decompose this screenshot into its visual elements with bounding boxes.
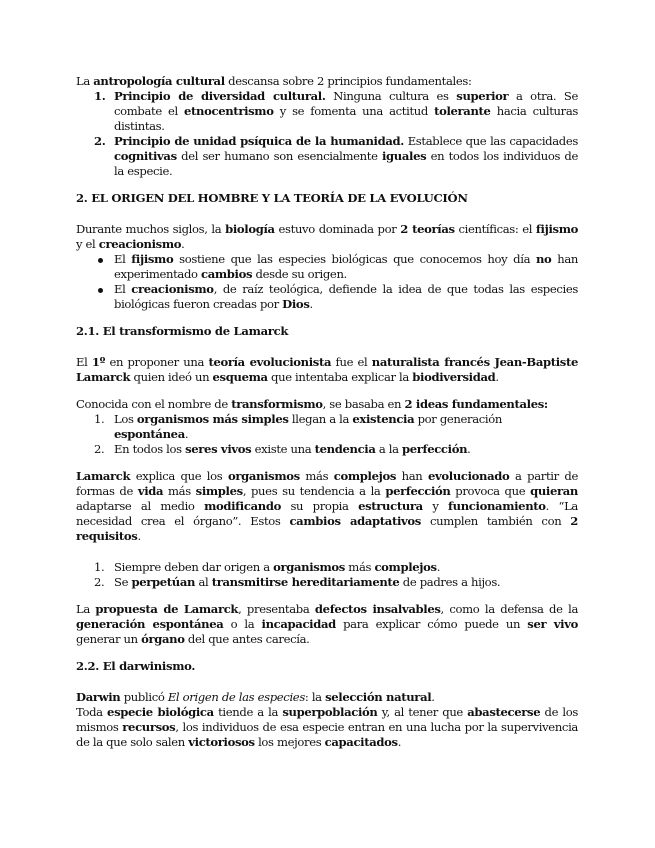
list-item: 1. Los organismos más simples llegan a la existencia por generación espontánea. <box>94 412 503 441</box>
requirements-list <box>76 560 578 590</box>
list-item: 2. En todos los seres vivos existe una tendencia a la perfección. <box>94 442 471 456</box>
list-item: El creacionismo, de raíz teológica, defiende la idea de que todas las especies biológicas fueron creadas por Dios. <box>76 282 578 312</box>
list-item: El fijismo sostiene que las especies biológicas que conocemos hoy día no han experimentado cambios desde su origen. <box>76 252 578 282</box>
list-number: 1. <box>94 412 105 426</box>
list-number: 2. <box>94 442 105 456</box>
list-item: 2. Principio de unidad psíquica de la humanidad. Establece que las capacidades cognitivas del ser humano son esencialmente iguales en todos los individuos de la especie. <box>94 134 578 178</box>
body-paragraph: La propuesta de Lamarck, presentaba defectos insalvables, como la defensa de la generación espontánea o la incapacidad para explicar cómo puede un ser vivo generar un órgano del que antes carecía. <box>76 602 579 646</box>
body-paragraph: Durante muchos siglos, la biología estuvo dominada por 2 teorías científicas: el fijismo y el creacionismo. <box>76 222 578 251</box>
list-number: 2. <box>94 575 105 589</box>
document-page <box>76 74 578 750</box>
theories-list <box>76 252 578 312</box>
intro-paragraph: La antropología cultural descansa sobre 2 principios fundamentales: <box>76 74 472 88</box>
list-item: 2. Se perpetúan al transmitirse hereditariamente de padres a hijos. <box>94 575 501 589</box>
bullet-icon <box>98 258 103 263</box>
section-heading: 2. EL ORIGEN DEL HOMBRE Y LA TEORÍA DE LA EVOLUCIÓN <box>76 191 468 205</box>
body-paragraph: El 1º en proponer una teoría evolucionista fue el naturalista francés Jean-Baptiste Lamarck quien ideó un esquema que intentaba explicar la biodiversidad. <box>76 355 578 384</box>
body-paragraph: Darwin publicó El origen de las especies: la selección natural. <box>76 690 435 704</box>
list-number: 1. <box>94 560 105 574</box>
list-item: 1. Principio de diversidad cultural. Ninguna cultura es superior a otra. Se combate el etnocentrismo y se fomenta una actitud tolerante hacia culturas distintas. <box>94 89 578 133</box>
subsection-heading: 2.2. El darwinismo. <box>76 659 196 673</box>
list-number: 1. <box>94 89 106 103</box>
body-paragraph: Conocida con el nombre de transformismo, se basaba en 2 ideas fundamentales: <box>76 397 548 411</box>
body-paragraph: Toda especie biológica tiende a la superpoblación y, al tener que abastecerse de los mismos recursos, los individuos de esa especie entran en una lucha por la supervivencia de la que solo salen victoriosos los mejores capacitados. <box>76 705 579 749</box>
bullet-icon <box>98 288 103 293</box>
ideas-list <box>76 412 578 457</box>
body-paragraph: Lamarck explica que los organismos más complejos han evolucionado a partir de formas de vida más simples, pues su tendencia a la perfección provoca que quieran adaptarse al medio modificando su propia estructura y funcionamiento. “La necesidad crea el órgano”. Estos cambios adaptativos cumplen también con 2 requisitos. <box>76 469 579 543</box>
list-number: 2. <box>94 134 106 148</box>
list-item: 1. Siempre deben dar origen a organismos más complejos. <box>94 560 441 574</box>
subsection-heading: 2.1. El transformismo de Lamarck <box>76 324 289 338</box>
principles-list <box>76 89 578 179</box>
